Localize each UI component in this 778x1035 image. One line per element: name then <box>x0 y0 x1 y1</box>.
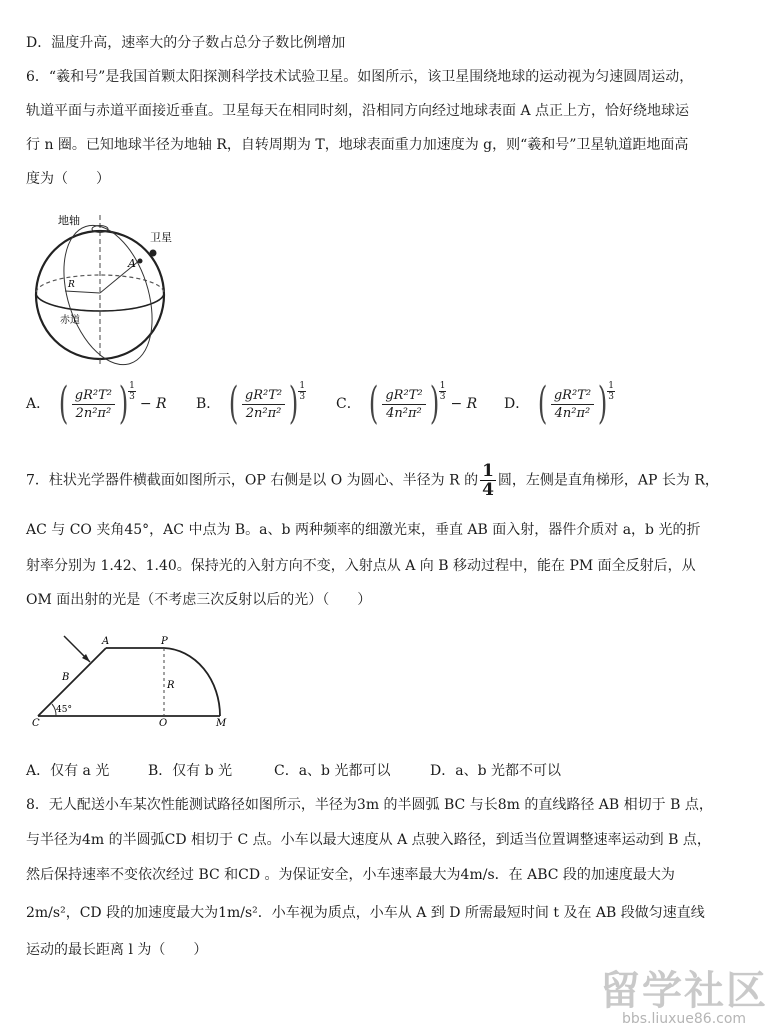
q8-stem-line-3: 然后保持速率不变依次经过 BC 和CD 。为保证安全，小车速率最大为4m/s．在 ABC 段的加速度最大为 <box>26 867 675 883</box>
q6-option-d[interactable]: D． ( $\frac{\text{gR²T²}}{\text{4n²π²}}$ ) $\frac{1}{3}$ <box>504 378 614 429</box>
q6-label-equator: 赤道 <box>60 315 80 326</box>
q8-stem-line-4: 2m/s²，CD 段的加速度最大为1m/s²．小车视为质点，小车从 A 到 D 所需最短时间 t 及在 AB 段做匀速直线 <box>26 905 705 921</box>
q6-option-d-exp-den: 3 <box>608 391 614 402</box>
q6-option-b-den: 2n²π² <box>245 405 282 421</box>
q6-option-d-exp-num: 1 <box>608 380 614 391</box>
q6-stem-line-1: 6．“羲和号”是我国首颗太阳探测科学技术试验卫星。如图所示，该卫星围绕地球的运动视为匀速圆周运动， <box>26 69 694 85</box>
q6-option-c-exp-den: 3 <box>439 391 446 402</box>
q7-option-b[interactable]: B．仅有 b 光 <box>148 763 233 779</box>
q7-optics-figure <box>24 628 240 728</box>
q6-option-d-num: gR²T² <box>551 388 594 405</box>
q6-stem-line-2: 轨道平面与赤道平面接近垂直。卫星每天在相同时刻，沿相同方向经过地球表面 A 点正上方，恰好绕地球运 <box>26 103 690 119</box>
q6-earth-figure <box>20 205 190 375</box>
q8-stem-line-1: 8．无人配送小车某次性能测试路径如图所示，半径为3m 的半圆弧 BC 与长8m 的直线路径 AB 相切于 B 点， <box>26 797 713 813</box>
site-watermark <box>600 968 768 1027</box>
q7-option-a[interactable]: A．仅有 a 光 <box>26 763 110 779</box>
q7-quarter-fraction <box>480 462 496 499</box>
q7-line1-b: 圆，左侧是直角梯形，AP 长为 R， <box>497 472 719 489</box>
watermark-url: bbs.liuxue86.com <box>621 1011 747 1027</box>
q7-label-p: P <box>161 636 168 647</box>
q6-option-c-exp-num: 1 <box>439 380 446 391</box>
q8-stem-line-2: 与半径为4m 的半圆弧CD 相切于 C 点。小车以最大速度从 A 点驶入路径，到适当位置调整速率运动到 B 点， <box>26 832 711 848</box>
q6-option-a-num: gR²T² <box>72 388 115 405</box>
q6-option-b-letter: B． <box>196 396 221 412</box>
q7-label-o: O <box>159 718 168 728</box>
q7-label-a: A <box>102 636 110 647</box>
q6-option-c-tail: − R <box>450 396 478 412</box>
q6-option-c-num: gR²T² <box>382 388 425 405</box>
q7-label-b: B <box>62 672 70 683</box>
q7-label-c: C <box>32 718 40 728</box>
q8-stem-line-5: 运动的最长距离 l 为（ ） <box>26 942 208 958</box>
q7-option-d[interactable]: D．a、b 光都不可以 <box>430 763 561 779</box>
q6-label-satellite: 卫星 <box>150 231 172 244</box>
q6-option-c-letter: C． <box>336 396 361 412</box>
q6-option-c[interactable]: C． ( $\frac{\text{gR²T²}}{\text{4n²π²}}$ ) $\frac{1}{3}$ − R <box>336 378 478 429</box>
q6-label-r: R <box>68 280 75 290</box>
q7-line1-a: 7．柱状光学器件横截面如图所示，OP 右侧是以 O 为圆心、半径为 R 的 <box>26 472 479 489</box>
q5-option-d: D．温度升高，速率大的分子数占总分子数比例增加 <box>26 35 346 51</box>
q7-quarter-num: 1 <box>482 461 494 481</box>
q6-option-a-den: 2n²π² <box>75 405 112 421</box>
q6-option-b-exp-num: 1 <box>299 380 306 391</box>
q6-option-d-letter: D． <box>504 396 530 412</box>
q7-label-m: M <box>216 718 227 728</box>
q7-label-r: R <box>167 680 175 691</box>
q6-option-d-den: 4n²π² <box>554 405 591 421</box>
q6-stem-line-3: 行 n 圈。已知地球半径为地轴 R，自转周期为 T，地球表面重力加速度为 g，则“羲和号”卫星轨道距地面高 <box>26 137 689 153</box>
q6-stem-line-4: 度为（ ） <box>26 171 110 187</box>
q6-option-b-exp-den: 3 <box>299 391 306 402</box>
q7-stem-line-4: OM 面出射的光是（不考虑三次反射以后的光）（ ） <box>26 592 372 608</box>
watermark-logo: 留学社区 <box>600 968 768 1014</box>
q6-option-a-exp-num: 1 <box>129 380 135 391</box>
q6-label-axis: 地轴 <box>58 214 80 227</box>
q6-label-a: A <box>128 257 136 270</box>
q6-option-b[interactable]: B． ( $\frac{\text{gR²T²}}{\text{2n²π²}}$ ) $\frac{1}{3}$ <box>196 378 306 429</box>
q7-quarter-den: 4 <box>482 480 494 500</box>
q7-stem-line-3: 射率分别为 1.42、1.40。保持光的入射方向不变，入射点从 A 向 B 移动过程中，能在 PM 面全反射后，从 <box>26 558 696 574</box>
q7-stem-line-2: AC 与 CO 夹角45°，AC 中点为 B。a、b 两种频率的细激光束，垂直 AB 面入射，器件介质对 a，b 光的折 <box>26 522 701 538</box>
q6-option-b-num: gR²T² <box>242 388 285 405</box>
q7-label-angle: 45° <box>56 705 72 715</box>
q6-option-a[interactable]: A． ( $\frac{\text{gR²T²}}{\text{2n²π²}}$ ) $\frac{1}{3}$ − R <box>26 378 167 429</box>
q7-option-c[interactable]: C．a、b 光都可以 <box>274 763 391 779</box>
q6-option-a-letter: A． <box>26 396 51 412</box>
q6-option-a-exp-den: 3 <box>129 391 135 402</box>
q6-option-c-den: 4n²π² <box>386 405 422 421</box>
q6-option-a-tail: − R <box>139 396 167 412</box>
q7-stem-line-1 <box>26 462 719 499</box>
